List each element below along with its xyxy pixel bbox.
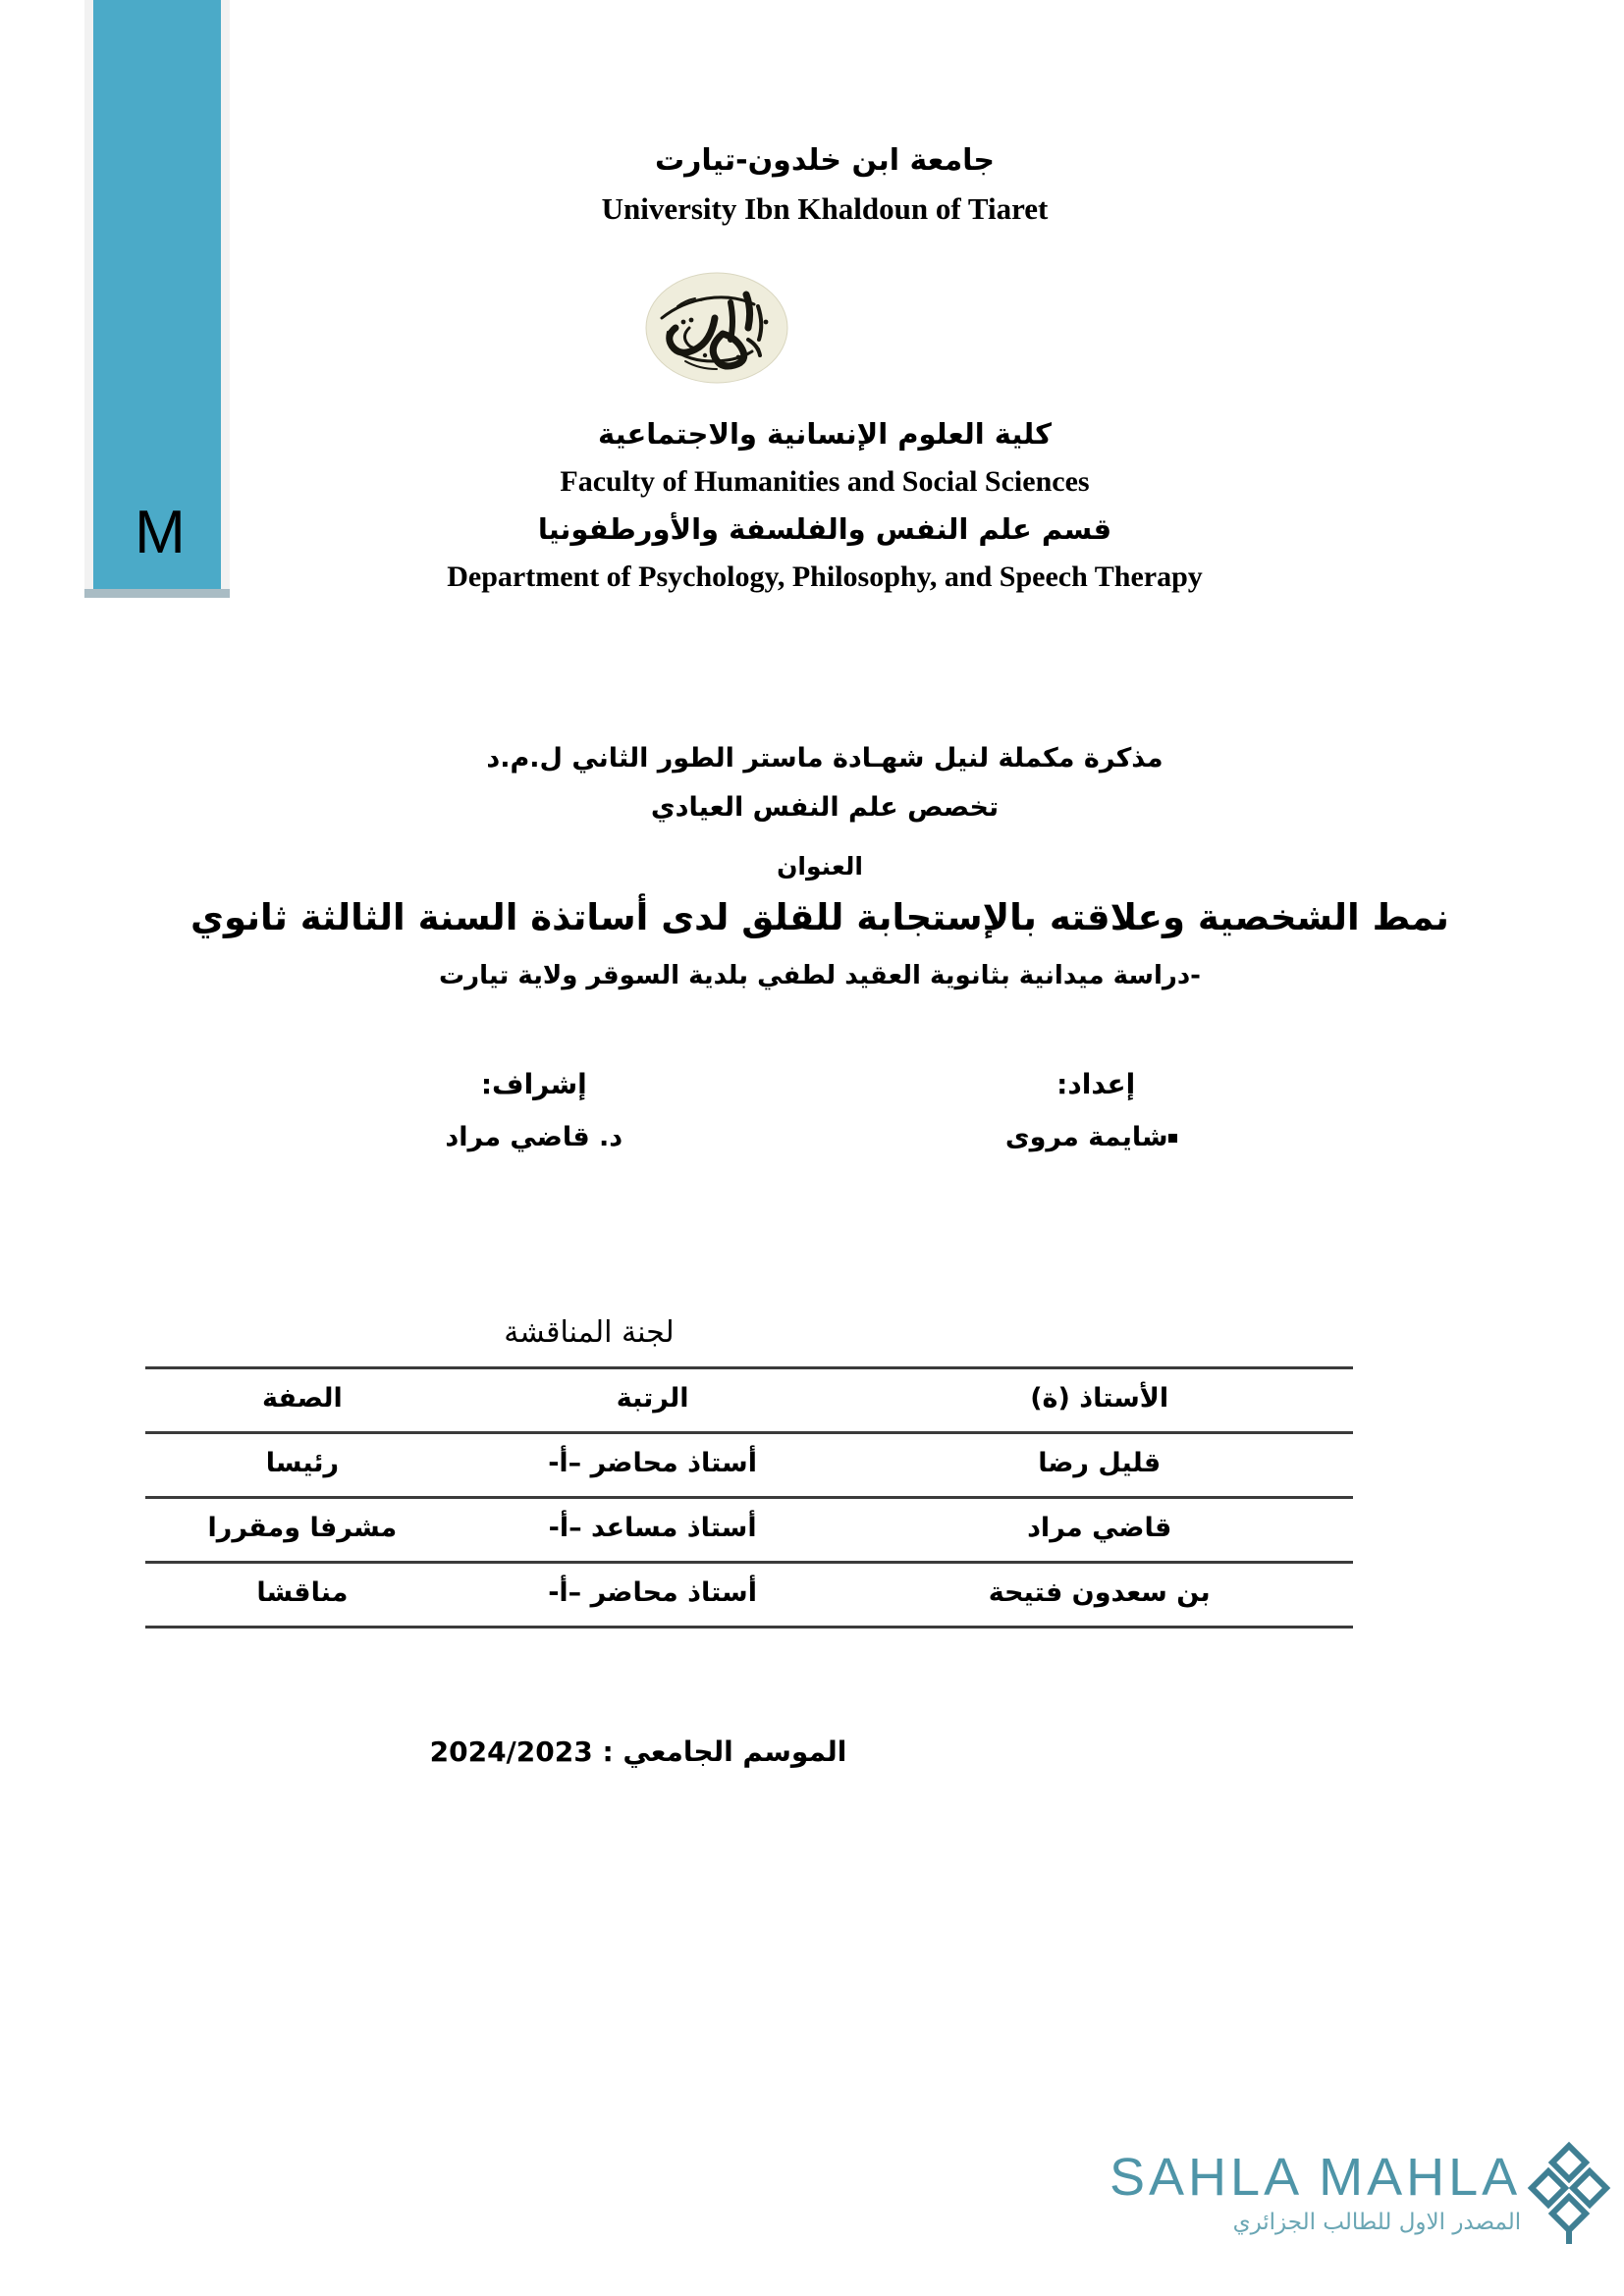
column-header-professor: الأستاذ (ة): [845, 1368, 1353, 1433]
watermark-subtitle: المصدر الاول للطالب الجزائري: [1232, 2210, 1522, 2235]
author-supervisor-block: [295, 1058, 1335, 1164]
university-name-ar: جامعة ابن خلدون-تيارت: [654, 143, 996, 178]
academic-year: الموسم الجامعي : 2024/2023: [429, 1735, 847, 1768]
column-header-rank: الرتبة: [460, 1368, 846, 1433]
supervisor-label: إشراف:: [480, 1068, 587, 1100]
degree-statement: مذكرة مكملة لنيل شهـادة ماستر الطور الثاني ل.م.د: [486, 743, 1164, 774]
names-row: [295, 1111, 1335, 1164]
cell-professor: قليل رضا: [845, 1433, 1353, 1498]
university-seal-icon: [628, 267, 805, 390]
cell-role: مشرفا ومقررا: [145, 1498, 460, 1563]
cell-role: رئيسا: [145, 1433, 460, 1498]
seal-graphic: [628, 267, 805, 390]
cell-rank: أستاذ محاضر –أ-: [460, 1433, 846, 1498]
supervisor-name: د. قاضي مراد: [445, 1122, 623, 1152]
faculty-name-en: Faculty of Humanities and Social Sciences: [560, 465, 1090, 498]
author-label: إعداد:: [1056, 1068, 1136, 1100]
thesis-subtitle: -دراسة ميدانية بثانوية العقيد لطفي بلدية السوقر ولاية تيارت: [439, 961, 1201, 990]
column-header-role: الصفة: [145, 1368, 460, 1433]
degree-statement-block: [216, 734, 1434, 832]
thesis-title-block: [118, 846, 1522, 1003]
faculty-name-ar: كلية العلوم الإنسانية والاجتماعية: [598, 417, 1052, 451]
watermark-logo: [1110, 2120, 1581, 2268]
roles-row: [295, 1058, 1335, 1111]
department-name-en: Department of Psychology, Philosophy, and Speech Therapy: [447, 561, 1203, 593]
table-row: [145, 1433, 1353, 1498]
cell-role: مناقشا: [145, 1563, 460, 1628]
sahla-mahla-diamond-icon: [1527, 2140, 1611, 2248]
thesis-title: نمط الشخصية وعلاقته بالإستجابة للقلق لدى أساتذة السنة الثالثة ثانوي: [190, 896, 1449, 938]
committee-heading: لجنة المناقشة: [504, 1315, 675, 1350]
degree-specialty: تخصص علم النفس العيادي: [650, 792, 1000, 823]
cell-professor: قاضي مراد: [845, 1498, 1353, 1563]
department-name-ar: قسم علم النفس والفلسفة والأورطفونيا: [537, 512, 1112, 546]
university-header: [216, 137, 1434, 234]
title-label: العنوان: [777, 852, 863, 881]
side-bar-shadow: [84, 589, 230, 598]
side-bar-letter: M: [135, 499, 186, 566]
bullet-square-icon: [1168, 1134, 1177, 1143]
table-row: [145, 1498, 1353, 1563]
cell-rank: أستاذ مساعد –أ-: [460, 1498, 846, 1563]
watermark-text: [1110, 2149, 1521, 2239]
university-name-en: University Ibn Khaldoun of Tiaret: [601, 191, 1049, 226]
author-name: شايمة مروى: [1004, 1122, 1168, 1152]
watermark-title: SAHLA MAHLA: [1110, 2148, 1522, 2207]
cell-rank: أستاذ محاضر –أ-: [460, 1563, 846, 1628]
faculty-department-block: [216, 410, 1434, 601]
table-row: [145, 1563, 1353, 1628]
table-header-row: [145, 1368, 1353, 1433]
cell-professor: بن سعدون فتيحة: [845, 1563, 1353, 1628]
committee-table: [145, 1366, 1353, 1629]
